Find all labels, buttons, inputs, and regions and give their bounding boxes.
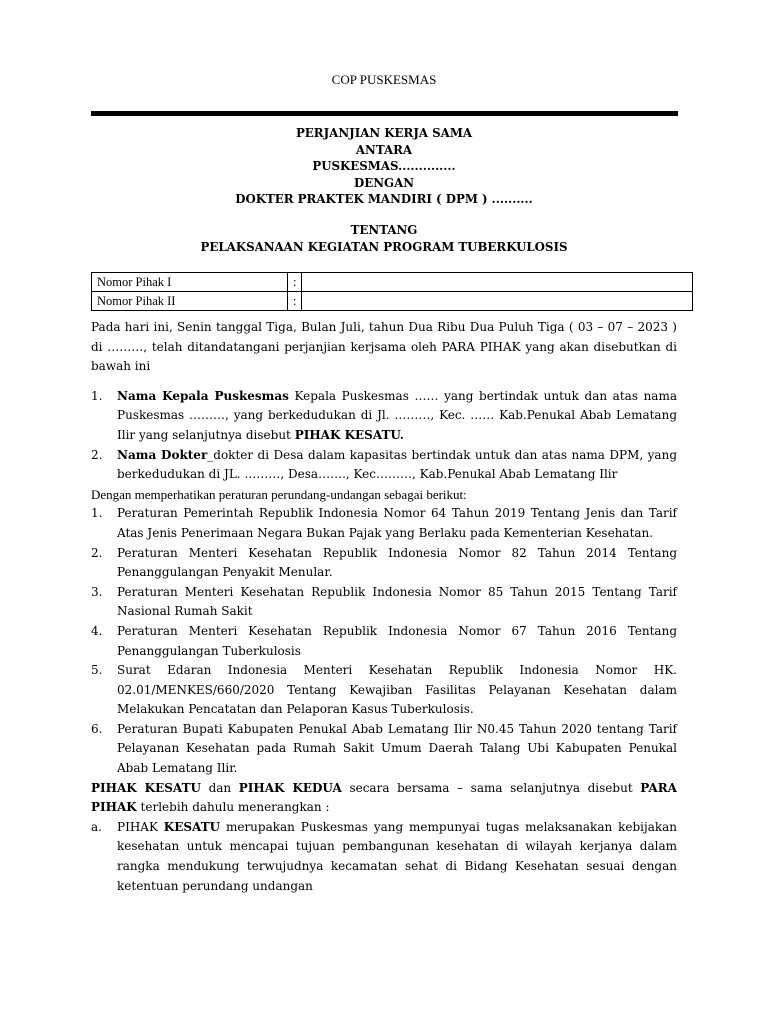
regulation-item	[91, 544, 677, 583]
party-item	[91, 387, 677, 446]
clause-bold: KESATU	[163, 819, 221, 834]
list-number: 1.	[91, 388, 103, 403]
bold-pihak-kedua: PIHAK KEDUA	[238, 780, 342, 795]
parties-number-table	[91, 272, 693, 311]
regulation-text: Surat Edaran Indonesia Menteri Kesehatan Republik Indonesia Nomor HK. 02.01/MENKES/660/2020 Tentang Kewajiban Fasilitas Pelayanan Kesehatan dalam Melakukan Pencatatan dan Pelaporan Kasus Tuberkulosis.	[117, 663, 677, 717]
table-cell-colon: :	[288, 273, 302, 292]
list-number: 1.	[91, 506, 103, 521]
regulation-text: Peraturan Pemerintah Republik Indonesia Nomor 64 Tahun 2019 Tentang Jenis dan Tarif Atas Jenis Penerimaan Negara Bukan Pajak yang Berlaku pada Kementerian Kesehatan.	[117, 506, 677, 540]
party-name-bold: Nama Kepala Puskesmas	[117, 388, 289, 403]
title-line-6: TENTANG	[350, 223, 418, 237]
table-cell-value	[302, 273, 693, 292]
party-item	[91, 446, 677, 485]
list-number: 4.	[91, 623, 103, 638]
list-number: 6.	[91, 721, 103, 736]
list-number: 2.	[91, 545, 103, 560]
title-line-4: DENGAN	[353, 175, 414, 190]
agreement-subject	[0, 222, 768, 256]
regulation-item	[91, 622, 677, 661]
party-name-bold: Nama Dokter	[117, 447, 208, 462]
list-number: 3.	[91, 584, 103, 599]
clause-item	[91, 818, 677, 896]
regulation-text: Peraturan Menteri Kesehatan Republik Indonesia Nomor 82 Tahun 2014 Tentang Penanggulangan Penyakit Menular.	[117, 545, 677, 580]
agreement-text: secara bersama – sama selanjutnya disebut	[341, 780, 641, 795]
title-line-2: ANTARA	[355, 142, 413, 157]
agreement-text: terlebih dahulu menerangkan :	[136, 800, 330, 815]
table-row	[92, 273, 693, 292]
party-text: Kepala Puskesmas …… yang bertindak untuk dan atas nama Puskesmas ………, yang berkedudukan di Jl. ………, Kec. …… Kab.Penukal Abab Lematang Ilir yang selanjutnya disebut	[117, 388, 677, 442]
letterhead-rule	[91, 111, 678, 116]
table-row	[92, 292, 693, 311]
regulation-text: Peraturan Menteri Kesehatan Republik Indonesia Nomor 67 Tahun 2016 Tentang Penanggulangan Tuberkulosis	[117, 623, 677, 658]
intro-paragraph: Pada hari ini, Senin tanggal Tiga, Bulan Juli, tahun Dua Ribu Dua Puluh Tiga ( 03 – 07 – 2023 ) di ………, telah ditandatangani perjanjian kerjsama oleh PARA PIHAK yang akan disebutkan di bawah ini	[91, 320, 677, 374]
table-cell-value	[302, 292, 693, 311]
clause-pre: PIHAK	[117, 819, 164, 834]
bold-pihak-kesatu: PIHAK KESATU	[91, 780, 201, 795]
agreement-title	[0, 125, 768, 208]
title-line-3: PUSKESMAS..............	[312, 159, 456, 173]
list-letter: a.	[91, 819, 102, 834]
regulation-item	[91, 583, 677, 622]
regulation-text: Peraturan Menteri Kesehatan Republik Indonesia Nomor 85 Tahun 2015 Tentang Tarif Nasional Rumah Sakit	[117, 584, 677, 619]
document-body	[91, 318, 677, 896]
table-cell-label: Nomor Pihak I	[92, 273, 288, 292]
letterhead-cop: COP PUSKESMAS	[331, 72, 437, 87]
table-cell-colon: :	[288, 292, 302, 311]
title-line-7: PELAKSANAAN KEGIATAN PROGRAM TUBERKULOSIS	[200, 240, 568, 254]
regulation-item	[91, 661, 677, 720]
clause-text: merupakan Puskesmas yang mempunyai tugas melaksanakan kebijakan kesehatan untuk mencapai tujuan pembangunan kesehatan di wilayah kerjanya dalam rangka mendukung terwujudnya kecamatan sehat di Bidang Kesehatan sesuai dengan ketentuan perundang undangan	[117, 819, 677, 893]
regulations-intro: Dengan memperhatikan peraturan perundang-undangan sebagai berikut:	[91, 486, 467, 502]
agreement-statement	[91, 779, 677, 818]
regulation-item	[91, 504, 677, 543]
list-number: 2.	[91, 447, 103, 462]
regulation-item	[91, 720, 677, 779]
list-number: 5.	[91, 663, 103, 678]
party-text: _dokter di Desa dalam kapasitas bertindak untuk dan atas nama DPM, yang berkedudukan di JL. ………, Desa……., Kec………, Kab.Penukal Abab Lematang Ilir	[117, 447, 677, 482]
title-line-1: PERJANJIAN KERJA SAMA	[295, 126, 473, 140]
regulation-text: Peraturan Bupati Kabupaten Penukal Abab Lematang Ilir N0.45 Tahun 2020 tentang Tarif Pelayanan Kesehatan pada Rumah Sakit Umum Daerah Talang Ubi Kabupaten Penukal Abab Lematang Ilir.	[117, 721, 677, 776]
bold-para-pihak: PARA PIHAK	[91, 780, 677, 815]
party-designation-bold: PIHAK KESATU.	[294, 427, 404, 442]
agreement-text: dan	[200, 780, 239, 795]
table-cell-label: Nomor Pihak II	[92, 292, 288, 311]
title-line-5: DOKTER PRAKTEK MANDIRI ( DPM ) ..........	[235, 192, 533, 206]
